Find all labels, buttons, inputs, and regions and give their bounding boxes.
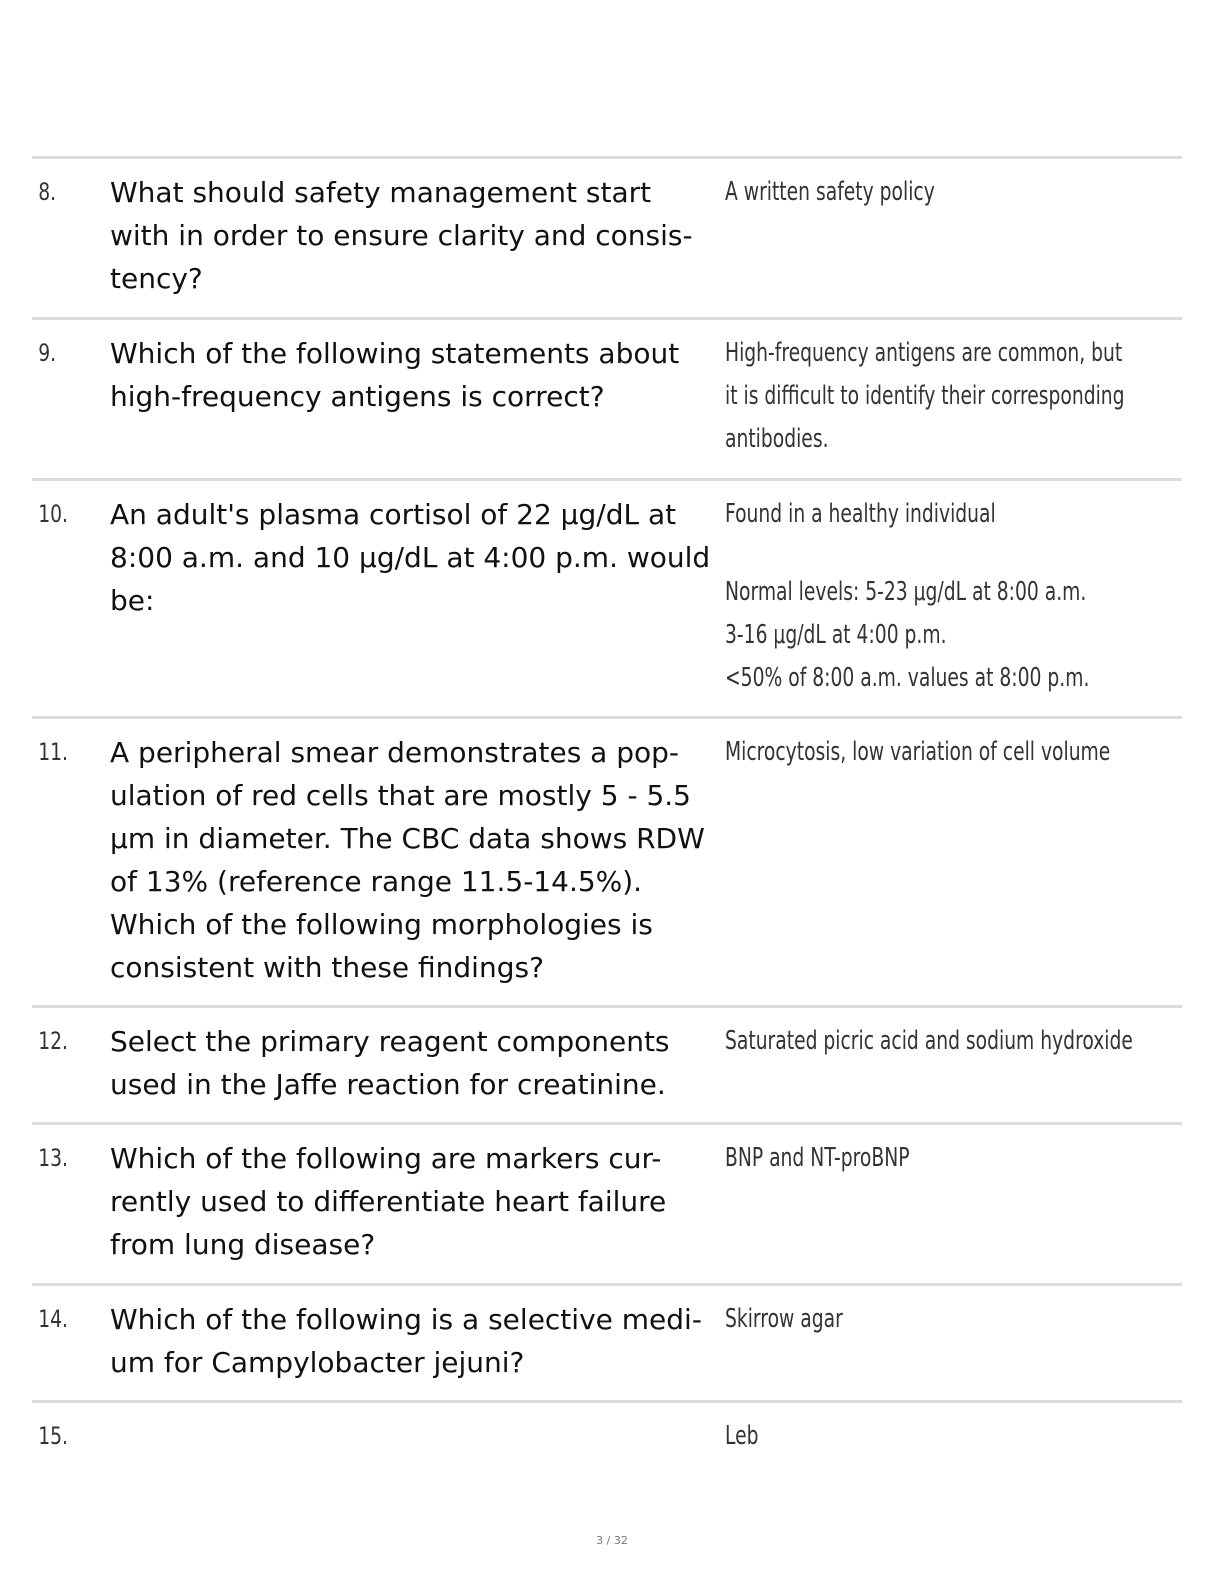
answer-line: Leb [725,1421,759,1451]
question-text-line: tency? [110,262,203,295]
question-text [110,719,725,989]
question-text-line: used in the Jaffe reaction for creatinine. [110,1068,666,1101]
question-text-line: of 13% (reference range 11.5-14.5%). [110,865,643,898]
answer-line: Skirrow agar [725,1304,843,1334]
question-text-line: from lung disease? [110,1228,376,1261]
question-text-line: um for Campylobacter jejuni? [110,1346,525,1379]
question-text-line: An adult's plasma cortisol of 22 μg/dL at [110,498,677,531]
answer-text [725,481,1182,700]
question-number: 13. [38,1144,69,1172]
question-text [110,481,725,622]
question-text-line: Which of the following morphologies is [110,908,653,941]
question-text-line: ulation of red cells that are mostly 5 - 5.5 [110,779,691,812]
question-answer-table [32,156,1182,1480]
question-text-line: rently used to differentiate heart failure [110,1185,667,1218]
answer-line: BNP and NT-proBNP [725,1143,910,1173]
question-number: 10. [38,500,69,528]
question-number: 9. [38,339,57,367]
question-text [110,1403,725,1415]
question-text-line: A peripheral smear demonstrates a pop- [110,736,680,769]
question-text-line: with in order to ensure clarity and consis- [110,219,693,252]
page-indicator: 3 / 32 [596,1534,628,1547]
question-text [110,1125,725,1266]
answer-line: A written safety policy [725,177,935,207]
question-text-line: 8:00 a.m. and 10 μg/dL at 4:00 p.m. would [110,541,711,574]
question-number: 14. [38,1305,69,1333]
question-text-line: What should safety management start [110,176,652,209]
table-row [32,317,1182,478]
table-row [32,1283,1182,1400]
question-text-line: μm in diameter. The CBC data shows RDW [110,822,705,855]
answer-text [725,1125,1182,1180]
answer-note-line: <50% of 8:00 a.m. values at 8:00 p.m. [725,663,1090,693]
table-row [32,478,1182,716]
question-text-line: consistent with these findings? [110,951,544,984]
answer-line: High-frequency antigens are common, but [725,338,1123,368]
question-text [110,159,725,300]
answer-text [725,320,1182,461]
question-text-line: Which of the following is a selective medi- [110,1303,702,1336]
answer-line: Microcytosis, low variation of cell volume [725,737,1111,767]
table-row [32,716,1182,1005]
answer-line: it is difficult to identify their corresponding [725,381,1125,411]
table-row [32,1005,1182,1122]
question-text-line: high-frequency antigens is correct? [110,380,605,413]
question-text [110,1008,725,1106]
question-number: 15. [38,1422,69,1450]
answer-line: antibodies. [725,424,829,454]
question-text-line: Select the primary reagent components [110,1025,670,1058]
question-text-line: Which of the following statements about [110,337,680,370]
answer-text [725,1403,1182,1458]
table-row [32,1400,1182,1480]
answer-note-line: 3-16 μg/dL at 4:00 p.m. [725,620,947,650]
question-number: 8. [38,178,57,206]
answer-text [725,1286,1182,1341]
question-text [110,1286,725,1384]
table-row [32,1122,1182,1283]
question-number: 12. [38,1027,69,1055]
answer-text [725,1008,1182,1063]
question-text-line: Which of the following are markers cur- [110,1142,662,1175]
answer-line: Saturated picric acid and sodium hydroxide [725,1026,1133,1056]
question-number: 11. [38,738,69,766]
table-row [32,156,1182,317]
question-text [110,320,725,418]
answer-note-line: Normal levels: 5-23 μg/dL at 8:00 a.m. [725,577,1087,607]
question-text-line: be: [110,584,155,617]
answer-text [725,159,1182,214]
answer-line: Found in a healthy individual [725,499,996,529]
answer-text [725,719,1182,774]
